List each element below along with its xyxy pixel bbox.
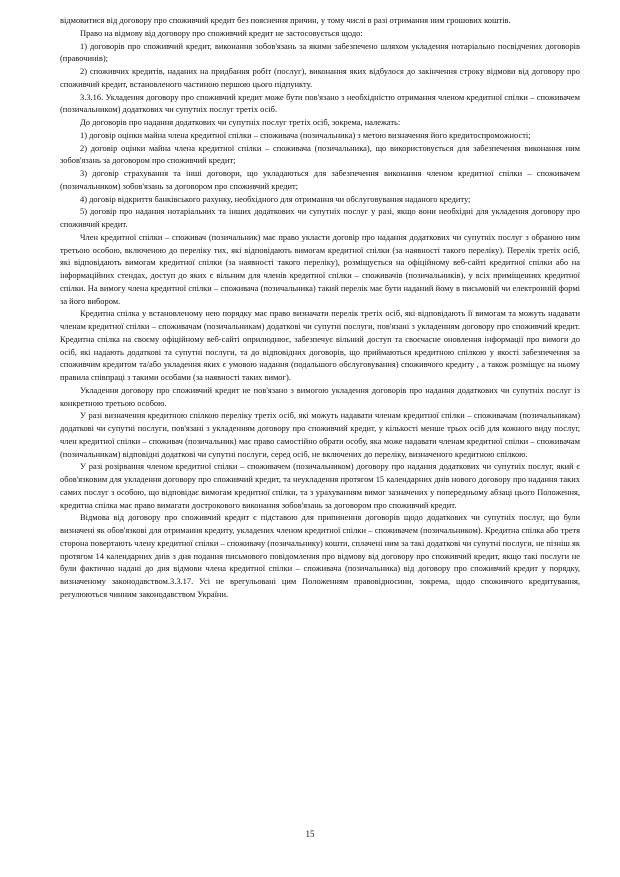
paragraph: 3.3.16. Укладення договору про споживчий кредит може бути пов'язано з необхідністю отримання членом кредитної спілки – споживачем (позичальником) додаткових чи супутніх послуг третіх осіб. — [60, 91, 580, 115]
paragraph: 5) договір про надання нотаріальних та інших додаткових чи супутніх послуг у разі, якщо вони необхідні для укладення договору про споживчий кредит. — [60, 206, 580, 229]
document-body — [60, 14, 580, 601]
paragraph: 3) договір страхування та інші договори, що укладаються для забезпечення виконання членом кредитної спілки – споживачем (позичальником) зобов'язань за договором про споживчий кредит; — [60, 168, 580, 191]
paragraph: У разі визначення кредитною спілкою переліку третіх осіб, які можуть надавати членам кредитної спілки – споживачам (позичальникам) додаткові чи супутні послуги, пов'язані з укладенням договору про споживчий кредит, у кількості менше трьох осіб для кожного виду послуг, член кредитної спілки – споживач (позичальник) має право самостійно обрати особу, яка може надавати членам кредитної спілки – споживачам (позичальникам) відповідні додаткові чи супутні послуги, серед осіб, не включених до переліку, визначеного кредитною спілкою. — [60, 410, 580, 459]
paragraph: Право на відмову від договору про споживчий кредит не застосовується щодо: — [80, 27, 363, 38]
paragraph: 1) договорів про споживчий кредит, виконання зобов'язань за якими забезпечено шляхом укладення нотаріально посвідчених договорів (правочинів); — [60, 40, 580, 64]
paragraph: 1) договір оцінки майна члена кредитної спілки – споживача (позичальника) з метою визначення його кредитоспроможності; — [80, 129, 531, 140]
paragraph: 2) договір оцінки майна члена кредитної спілки – споживача (позичальника), що використовується для забезпечення виконання ним зобов'язань за договором про споживчий кредит; — [60, 142, 580, 166]
paragraph: До договорів про надання додаткових чи супутніх послуг третіх осіб, зокрема, належать: — [80, 117, 401, 127]
paragraph: У разі розірвання членом кредитної спілки – споживачем (позичальником) договору про надання додаткових чи супутніх послуг, який є обов'язковим для укладення договору про споживчий кредит, та неукладення протягом 15 календарних днів нового договору про надання таких самих послуг з особою, що відповідає вимогам кредитної спілки, та з урахуванням вимог зазначених у попередньому абзаці цього Положення, кредитна спілка має право вимагати дострокового виконання зобов'язань за договором про споживчий кредит. — [60, 461, 580, 510]
paragraph: 2) споживчих кредитів, наданих на придбання робіт (послуг), виконання яких відбулося до закінчення строку відмови від договору про споживчий кредит, встановленого частиною першою цього підпункту. — [60, 66, 580, 89]
paragraph: Укладення договору про споживчий кредит не пов'язано з вимогою укладення договорів про надання додаткових чи супутніх послуг із конкретною третьою особою. — [60, 384, 580, 408]
page-number: 15 — [305, 829, 315, 839]
paragraph: 4) договір відкриття банківського рахунку, необхідного для отримання чи обслуговування наданого кредиту; — [80, 193, 471, 204]
paragraph: Відмова від договору про споживчий кредит є підставою для припинення договорів щодо додаткових чи супутніх послуг, що були визначені як обов'язкові для отримання кредиту, укладених членом кредитної спілки – споживачем (позичальником). Кредитна спілка або третя сторона повертають члену кредитної спілки – споживачу (позичальнику) кошти, сплачені ним за такі додаткові чи супутні послуги, не пізніш як протягом 14 календарних днів з дня подання письмового повідомлення про відмову від договору про споживчий кредит, якщо такі послуги не були фактично надані до дня відмови члена кредитної спілки – споживача (позичальника) від договору про споживчий кредит у порядку, визначеному законодавством.3.3.17. Усі не врегульовані цим Положенням правовідносини, зокрема, щодо споживчого кредитування, регулюються чинним законодавством України. — [60, 512, 580, 599]
paragraph: Кредитна спілка у встановленому нею порядку має право визначати перелік третіх осіб, які відповідають її вимогам та можуть надавати членам кредитної спілки – споживачам (позичальникам) додаткові чи супутні послуги, пов'язані з укладенням договору про споживчий кредит. Кредитна спілка на своєму офіційному веб-сайті оприлюднює, забезпечує вільний доступ та своєчасне оновлення інформації про вимоги до осіб, які надають додаткові та супутні послуги, та до відповідних договорів, що приймаються кредитною спілкою у якості забезпечення за споживчим кредитом та/або укладення яких є умовою надання (подальшого обслуговування) споживчого кредиту , а також розміщує на ньому правила співпраці з такими особами (за наявності таких вимог). — [60, 308, 580, 382]
paragraph: відмовитися від договору про споживчий кредит без пояснення причин, у тому числі в разі отримання ним грошових коштів. — [60, 15, 511, 25]
paragraph: Член кредитної спілки – споживач (позичальник) має право укласти договір про надання додаткових чи супутніх послуг з обраною ним третьою особою, включеною до переліку тих, які відповідають вимогам кредитної спілки (за наявності такого переліку). Перелік третіх осіб, які відповідають вимогам кредитної спілки (за наявності такого переліку), розміщується на офіційному веб-сайті кредитної спілки або на інформаційних стендах, доступ до яких є вільним для членів кредитної спілки – споживачів (позичальників), у всіх приміщеннях кредитної спілки. На вимогу члена кредитної спілки – споживача (позичальника) такий перелік має бути наданий йому в письмовій чи електронній формі за його вибором. — [60, 231, 580, 306]
